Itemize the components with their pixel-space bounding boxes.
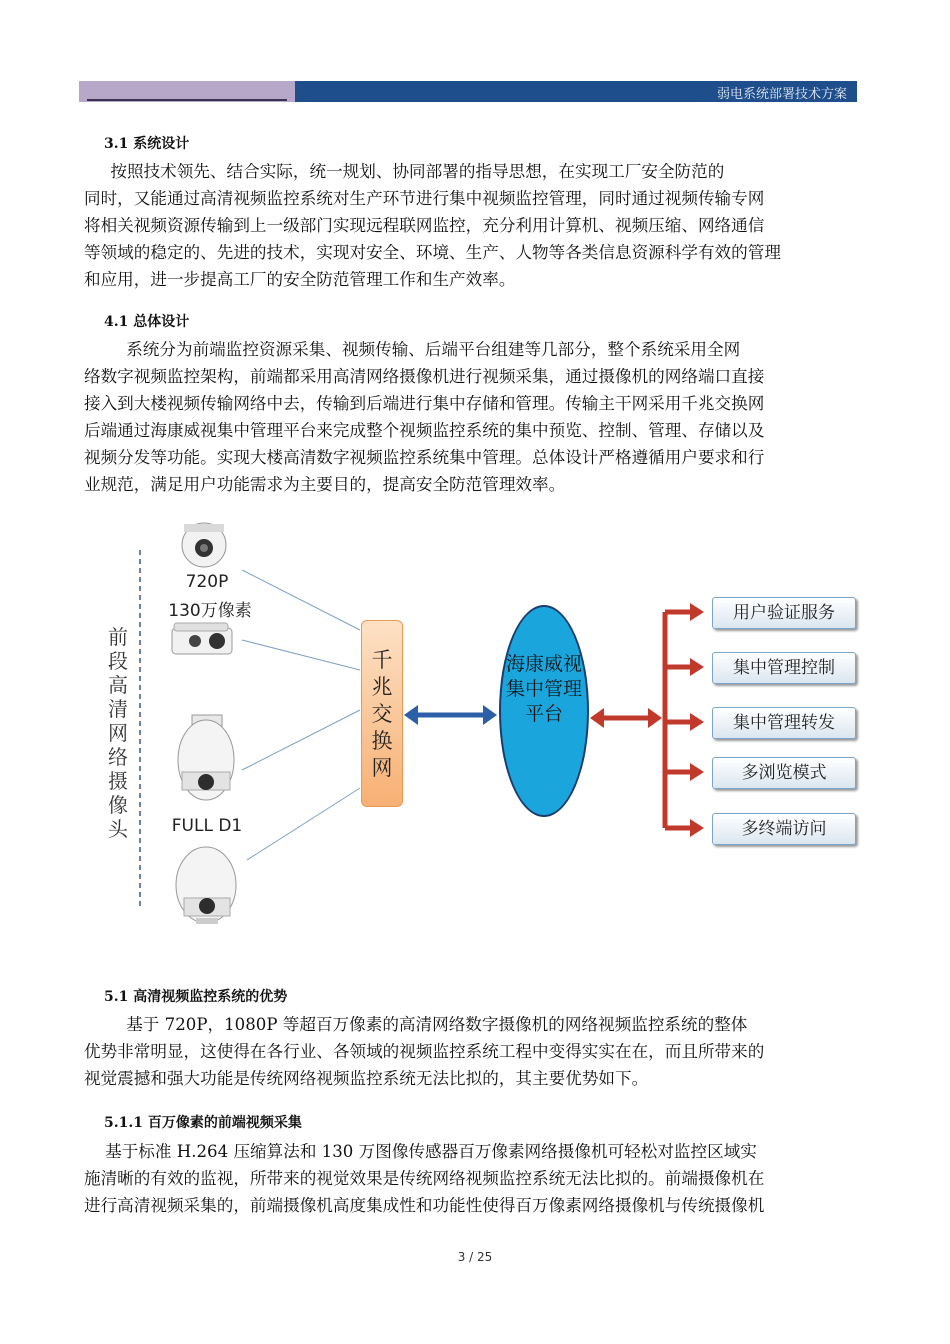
section-heading-3-1: 3.1 系统设计: [104, 136, 190, 152]
camera-ptz-icon-1: [178, 715, 234, 800]
section-heading-5-1: 5.1 高清视频监控系统的优势: [104, 989, 288, 1005]
service-arrowheads: [690, 603, 704, 837]
camera-label-130mp: 130万像素: [168, 601, 252, 621]
connector-line: [242, 710, 360, 770]
camera-dome-icon: [182, 523, 226, 567]
paragraph-4-1: [84, 336, 864, 498]
paragraph-5-1-1: [84, 1138, 864, 1219]
line: 基于标准 H.264 压缩算法和 130 万图像传感器百万像素网络摄像机可轻松对监控区域实: [84, 1142, 757, 1161]
page-number: 3 / 25: [457, 1250, 493, 1264]
line: 等领域的稳定的、先进的技术，实现对安全、环境、生产、人物等各类信息资源科学有效的管理: [84, 243, 781, 262]
system-architecture-diagram: [92, 510, 872, 940]
line: 进行高清视频采集的，前端摄像机高度集成性和功能性使得百万像素网络摄像机与传统摄像机: [84, 1196, 765, 1215]
platform-bracket-arrow: [590, 708, 662, 728]
line: 系统分为前端监控资源采集、视频传输、后端平台组建等几部分，整个系统采用全网: [84, 340, 741, 359]
service-box-central-control: 集中管理控制: [712, 652, 856, 684]
line: 基于 720P，1080P 等超百万像素的高清网络数字摄像机的网络视频监控系统的整体: [84, 1015, 748, 1034]
header-right-band: [295, 81, 857, 102]
service-box-multi-terminal: 多终端访问: [712, 813, 856, 845]
line: 接入到大楼视频传输网络中去，传输到后端进行集中存储和管理。传输主干网采用千兆交换网: [84, 394, 765, 413]
switch-platform-arrow: [404, 705, 497, 725]
connector-line: [242, 640, 360, 670]
section-heading-4-1: 4.1 总体设计: [104, 314, 190, 330]
header-rule: [87, 99, 287, 101]
line: 后端通过海康威视集中管理平台来完成整个视频监控系统的集中预览、控制、管理、存储以及: [84, 421, 765, 440]
front-camera-vertical-label: 前段高清网络摄像头: [108, 625, 128, 841]
service-box-user-auth: 用户验证服务: [712, 597, 856, 629]
line: 视觉震撼和强大功能是传统网络视频监控系统无法比拟的，其主要优势如下。: [84, 1069, 649, 1088]
platform-label: 海康威视集中管理平台: [505, 653, 582, 725]
section-heading-5-1-1: 5.1.1 百万像素的前端视频采集: [104, 1115, 302, 1131]
gigabit-switch-box: [361, 620, 403, 807]
line: 同时，又能通过高清视频监控系统对生产环节进行集中视频监控管理，同时通过视频传输专网: [84, 189, 765, 208]
camera-label-720p: 720P: [185, 572, 229, 592]
hikvision-platform-ellipse: [499, 605, 589, 817]
line: 优势非常明显，这使得在各行业、各领域的视频监控系统工程中变得实实在在，而且所带来的: [84, 1042, 765, 1061]
page-header: [79, 81, 857, 102]
camera-label-full-d1: FULL D1: [171, 816, 243, 836]
camera-ptz-icon-2: [176, 847, 236, 924]
service-box-central-forward: 集中管理转发: [712, 707, 856, 739]
connector-line: [247, 788, 360, 860]
paragraph-5-1: [84, 1011, 864, 1092]
line: 络数字视频监控架构，前端都采用高清网络摄像机进行视频采集，通过摄像机的网络端口直接: [84, 367, 765, 386]
line: 和应用，进一步提高工厂的安全防范管理工作和生产效率。: [84, 270, 516, 289]
switch-label: 千兆交换网: [371, 648, 393, 780]
line: 施清晰的有效的监视，所带来的视觉效果是传统网络视频监控系统无法比拟的。前端摄像机在: [84, 1169, 765, 1188]
service-branch-arrows: [665, 612, 692, 828]
line: 按照技术领先、结合实际，统一规划、协同部署的指导思想，在实现工厂安全防范的: [84, 162, 725, 181]
line: 将相关视频资源传输到上一级部门实现远程联网监控，充分利用计算机、视频压缩、网络通信: [84, 216, 765, 235]
line: 视频分发等功能。实现大楼高清数字视频监控系统集中管理。总体设计严格遵循用户要求和行: [84, 448, 765, 467]
line: 业规范，满足用户功能需求为主要目的，提高安全防范管理效率。: [84, 475, 566, 494]
paragraph-3-1: [84, 158, 864, 293]
service-box-multi-view: 多浏览模式: [712, 757, 856, 789]
header-title: 弱电系统部署技术方案: [716, 87, 847, 102]
header-left-band: [79, 81, 295, 102]
camera-bullet-icon: [172, 623, 232, 654]
